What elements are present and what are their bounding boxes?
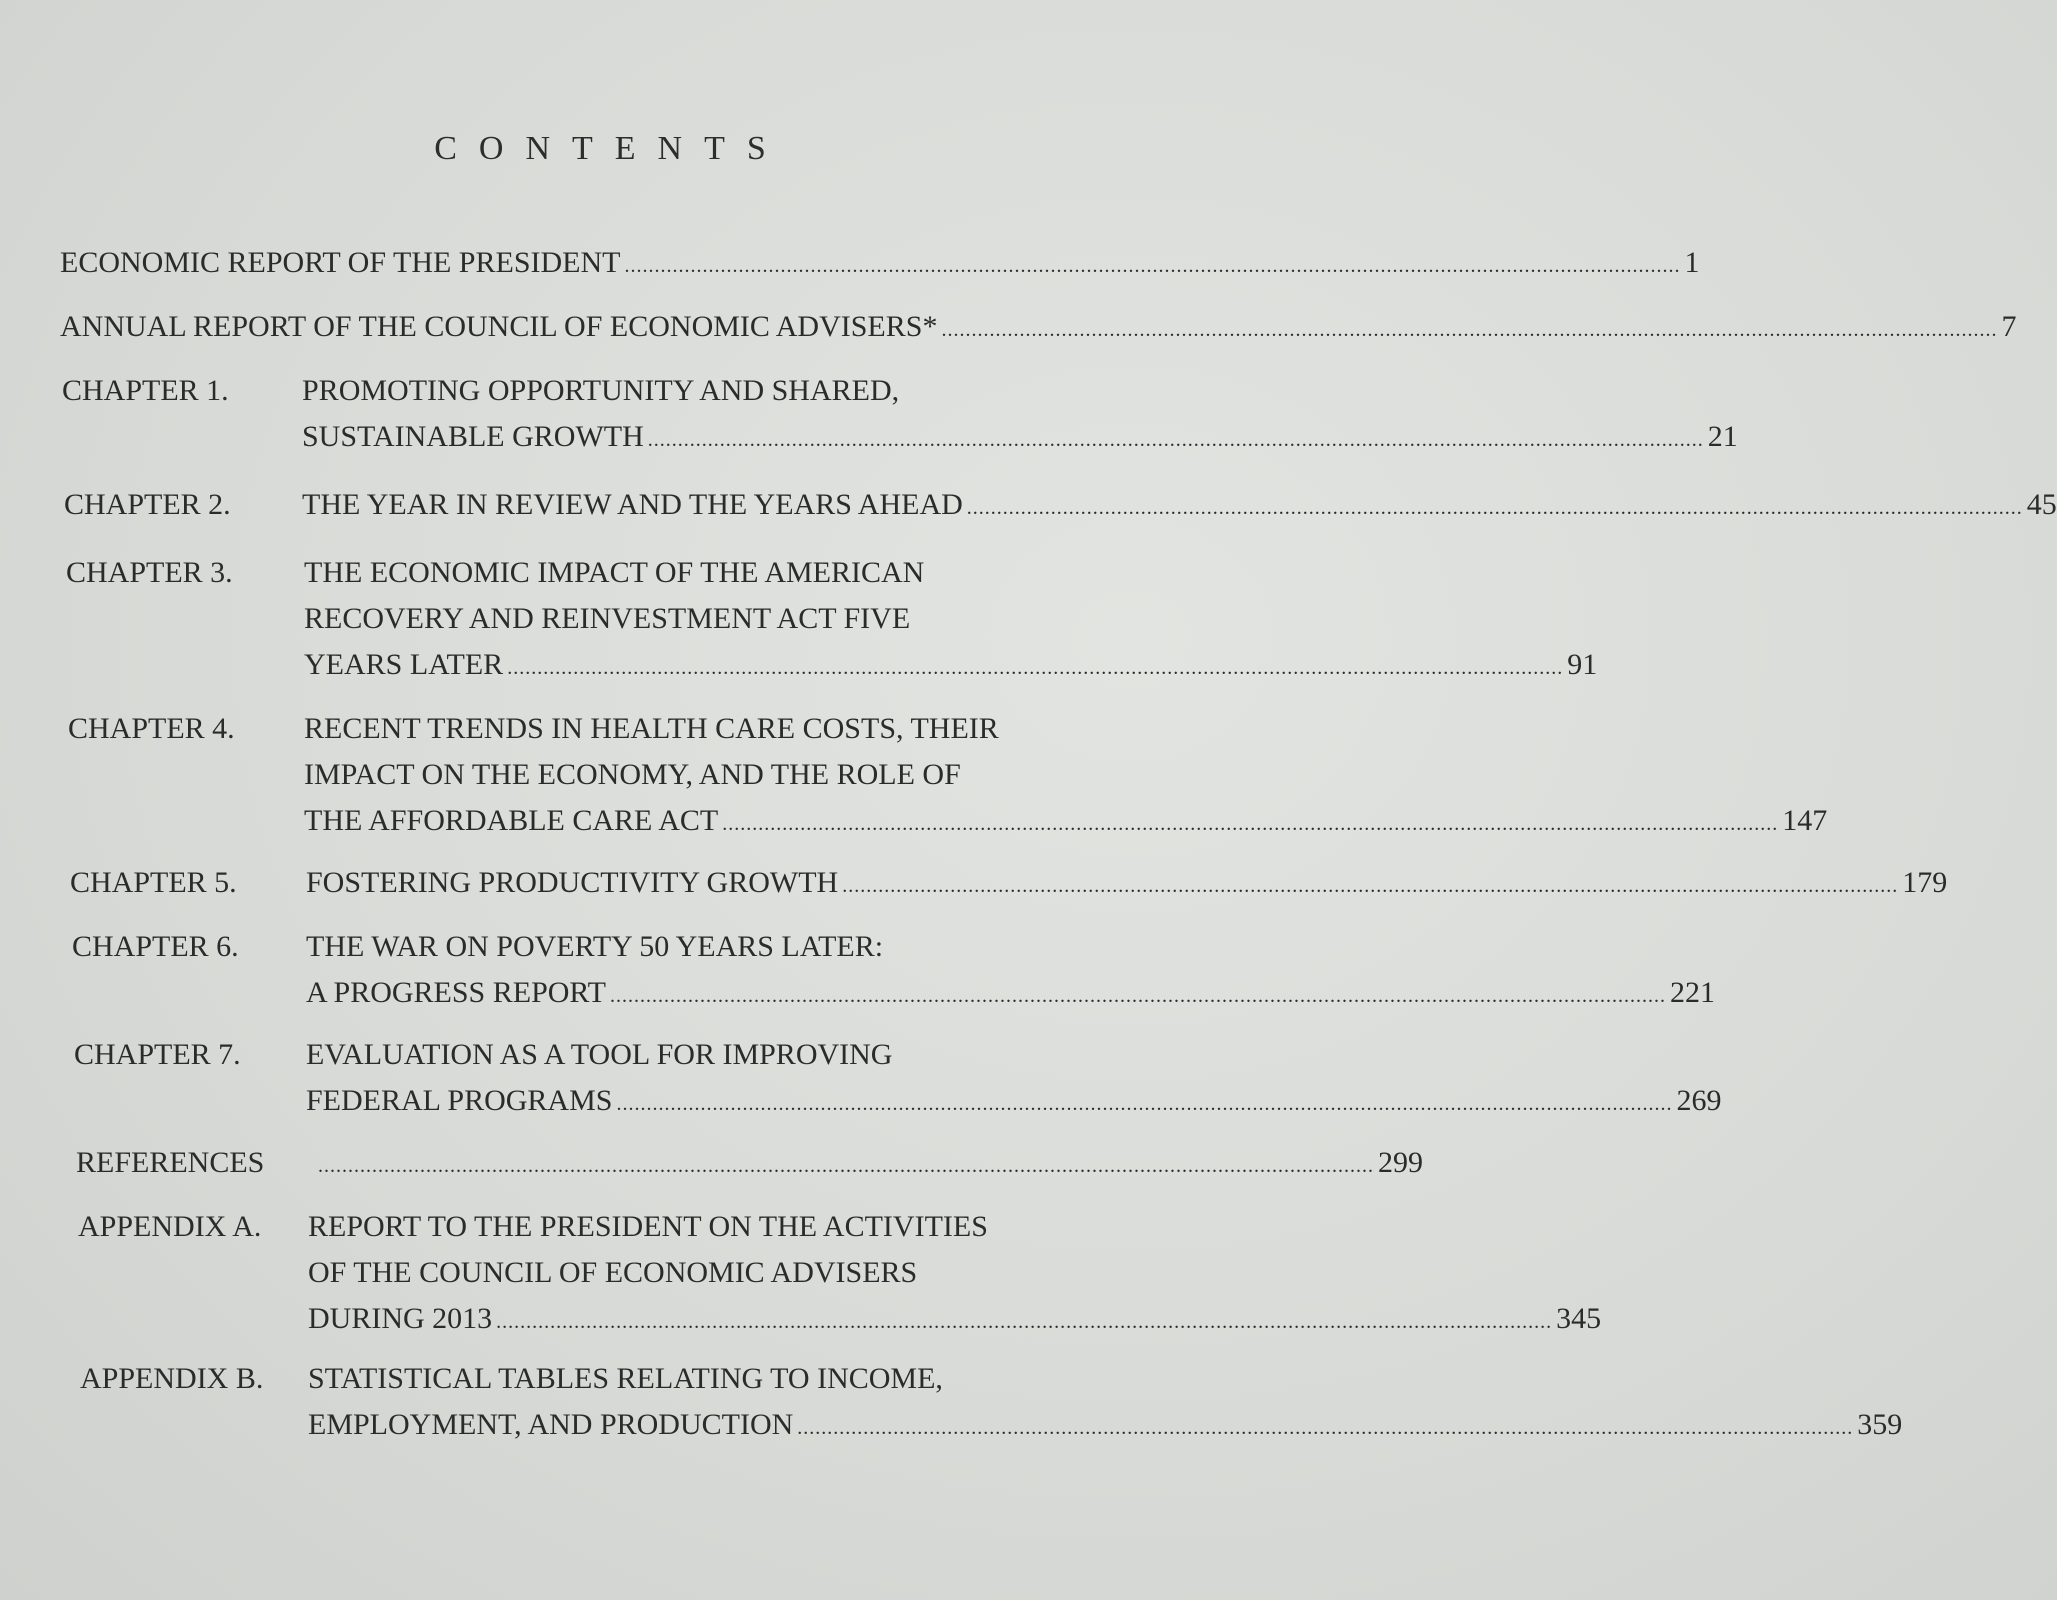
dot-leader: ................................................................................................................................................................................: [647, 429, 1704, 451]
dot-leader: ................................................................................................................................................................................: [507, 657, 1564, 679]
entry-body: [308, 1356, 1903, 1448]
entry-line: PROMOTING OPPORTUNITY AND SHARED,: [302, 374, 900, 407]
entry-title: THE YEAR IN REVIEW AND THE YEARS AHEAD: [302, 488, 963, 521]
entry-final-line: [308, 1296, 1602, 1342]
entry-final-line: [60, 240, 1700, 286]
entry-title: YEARS LATER: [304, 648, 504, 681]
entry-final-line: [306, 860, 1948, 906]
dot-leader: ................................................................................................................................................................................: [496, 1311, 1553, 1333]
dot-leader: ................................................................................................................................................................................: [722, 813, 1779, 835]
entry-label: CHAPTER 4.: [68, 712, 235, 745]
page-number: 45: [2026, 488, 2057, 521]
entry-body: [306, 860, 1948, 906]
page-number: 179: [1902, 866, 1948, 899]
entry-title: FOSTERING PRODUCTIVITY GROWTH: [306, 866, 839, 899]
page-number: 359: [1857, 1408, 1903, 1441]
entry-title: DURING 2013: [308, 1302, 493, 1335]
dot-leader: ................................................................................................................................................................................: [941, 319, 1998, 341]
entry-title: SUSTAINABLE GROWTH: [302, 420, 644, 453]
entry-label: APPENDIX B.: [80, 1362, 264, 1395]
entry-body: [60, 240, 1700, 286]
entry-final-line: [314, 1140, 1423, 1186]
page-number: 299: [1378, 1146, 1423, 1179]
entry-body: [306, 1032, 1722, 1124]
entry-line: EVALUATION AS A TOOL FOR IMPROVING: [306, 1038, 893, 1071]
entry-final-line: [308, 1402, 1903, 1448]
page-number: 1: [1684, 246, 1700, 279]
entry-final-line: [302, 482, 2057, 528]
entry-final-line: [304, 642, 1598, 688]
entry-final-line: [60, 304, 2017, 350]
entry-line: THE WAR ON POVERTY 50 YEARS LATER:: [306, 930, 884, 963]
dot-leader: ................................................................................................................................................................................: [624, 255, 1681, 277]
page-number: 221: [1669, 976, 1715, 1009]
entry-body: [60, 304, 2017, 350]
entry-line: RECOVERY AND REINVESTMENT ACT FIVE: [304, 602, 911, 635]
page-number: 269: [1676, 1084, 1722, 1117]
entry-label: CHAPTER 5.: [70, 866, 237, 899]
entry-title: ECONOMIC REPORT OF THE PRESIDENT: [60, 246, 621, 279]
entry-body: [302, 482, 2057, 528]
dot-leader: ................................................................................................................................................................................: [842, 875, 1899, 897]
entry-final-line: [302, 414, 1738, 460]
dot-leader: ................................................................................................................................................................................: [609, 985, 1666, 1007]
dot-leader: ................................................................................................................................................................................: [966, 497, 2023, 519]
entry-label: REFERENCES: [76, 1146, 265, 1179]
entry-title: FEDERAL PROGRAMS: [306, 1084, 613, 1117]
entry-line: STATISTICAL TABLES RELATING TO INCOME,: [308, 1362, 943, 1395]
entry-label: CHAPTER 1.: [62, 374, 229, 407]
entry-final-line: [304, 798, 1828, 844]
entry-line: THE ECONOMIC IMPACT OF THE AMERICAN: [304, 556, 925, 589]
entry-title: EMPLOYMENT, AND PRODUCTION: [308, 1408, 794, 1441]
entry-body: [306, 924, 1715, 1016]
entry-label: CHAPTER 6.: [72, 930, 239, 963]
entry-title: ANNUAL REPORT OF THE COUNCIL OF ECONOMIC ADVISERS*: [60, 310, 938, 343]
entry-label: APPENDIX A.: [78, 1210, 262, 1243]
entry-final-line: [306, 970, 1715, 1016]
page-number: 345: [1556, 1302, 1602, 1335]
entry-body: [304, 706, 1828, 844]
entry-body: [304, 550, 1598, 688]
entry-final-line: [306, 1078, 1722, 1124]
entry-line: REPORT TO THE PRESIDENT ON THE ACTIVITIES: [308, 1210, 988, 1243]
page-title: CONTENTS: [434, 130, 788, 167]
page-number: 147: [1782, 804, 1828, 837]
entry-label: CHAPTER 7.: [74, 1038, 241, 1071]
dot-leader: ................................................................................................................................................................................: [797, 1417, 1854, 1439]
page-number: 21: [1707, 420, 1738, 453]
entry-body: [308, 1204, 1602, 1342]
entry-line: RECENT TRENDS IN HEALTH CARE COSTS, THEIR: [304, 712, 999, 745]
entry-label: CHAPTER 2.: [64, 488, 231, 521]
entry-title: THE AFFORDABLE CARE ACT: [304, 804, 719, 837]
entry-body: [314, 1140, 1423, 1186]
entry-label: CHAPTER 3.: [66, 556, 233, 589]
dot-leader: ................................................................................................................................................................................: [616, 1093, 1673, 1115]
page-number: 91: [1567, 648, 1598, 681]
entry-line: OF THE COUNCIL OF ECONOMIC ADVISERS: [308, 1256, 918, 1289]
entry-body: [302, 368, 1738, 460]
entry-title: A PROGRESS REPORT: [306, 976, 606, 1009]
dot-leader: ................................................................................................................................................................................: [318, 1155, 1374, 1177]
entry-line: IMPACT ON THE ECONOMY, AND THE ROLE OF: [304, 758, 961, 791]
page-number: 7: [2001, 310, 2017, 343]
